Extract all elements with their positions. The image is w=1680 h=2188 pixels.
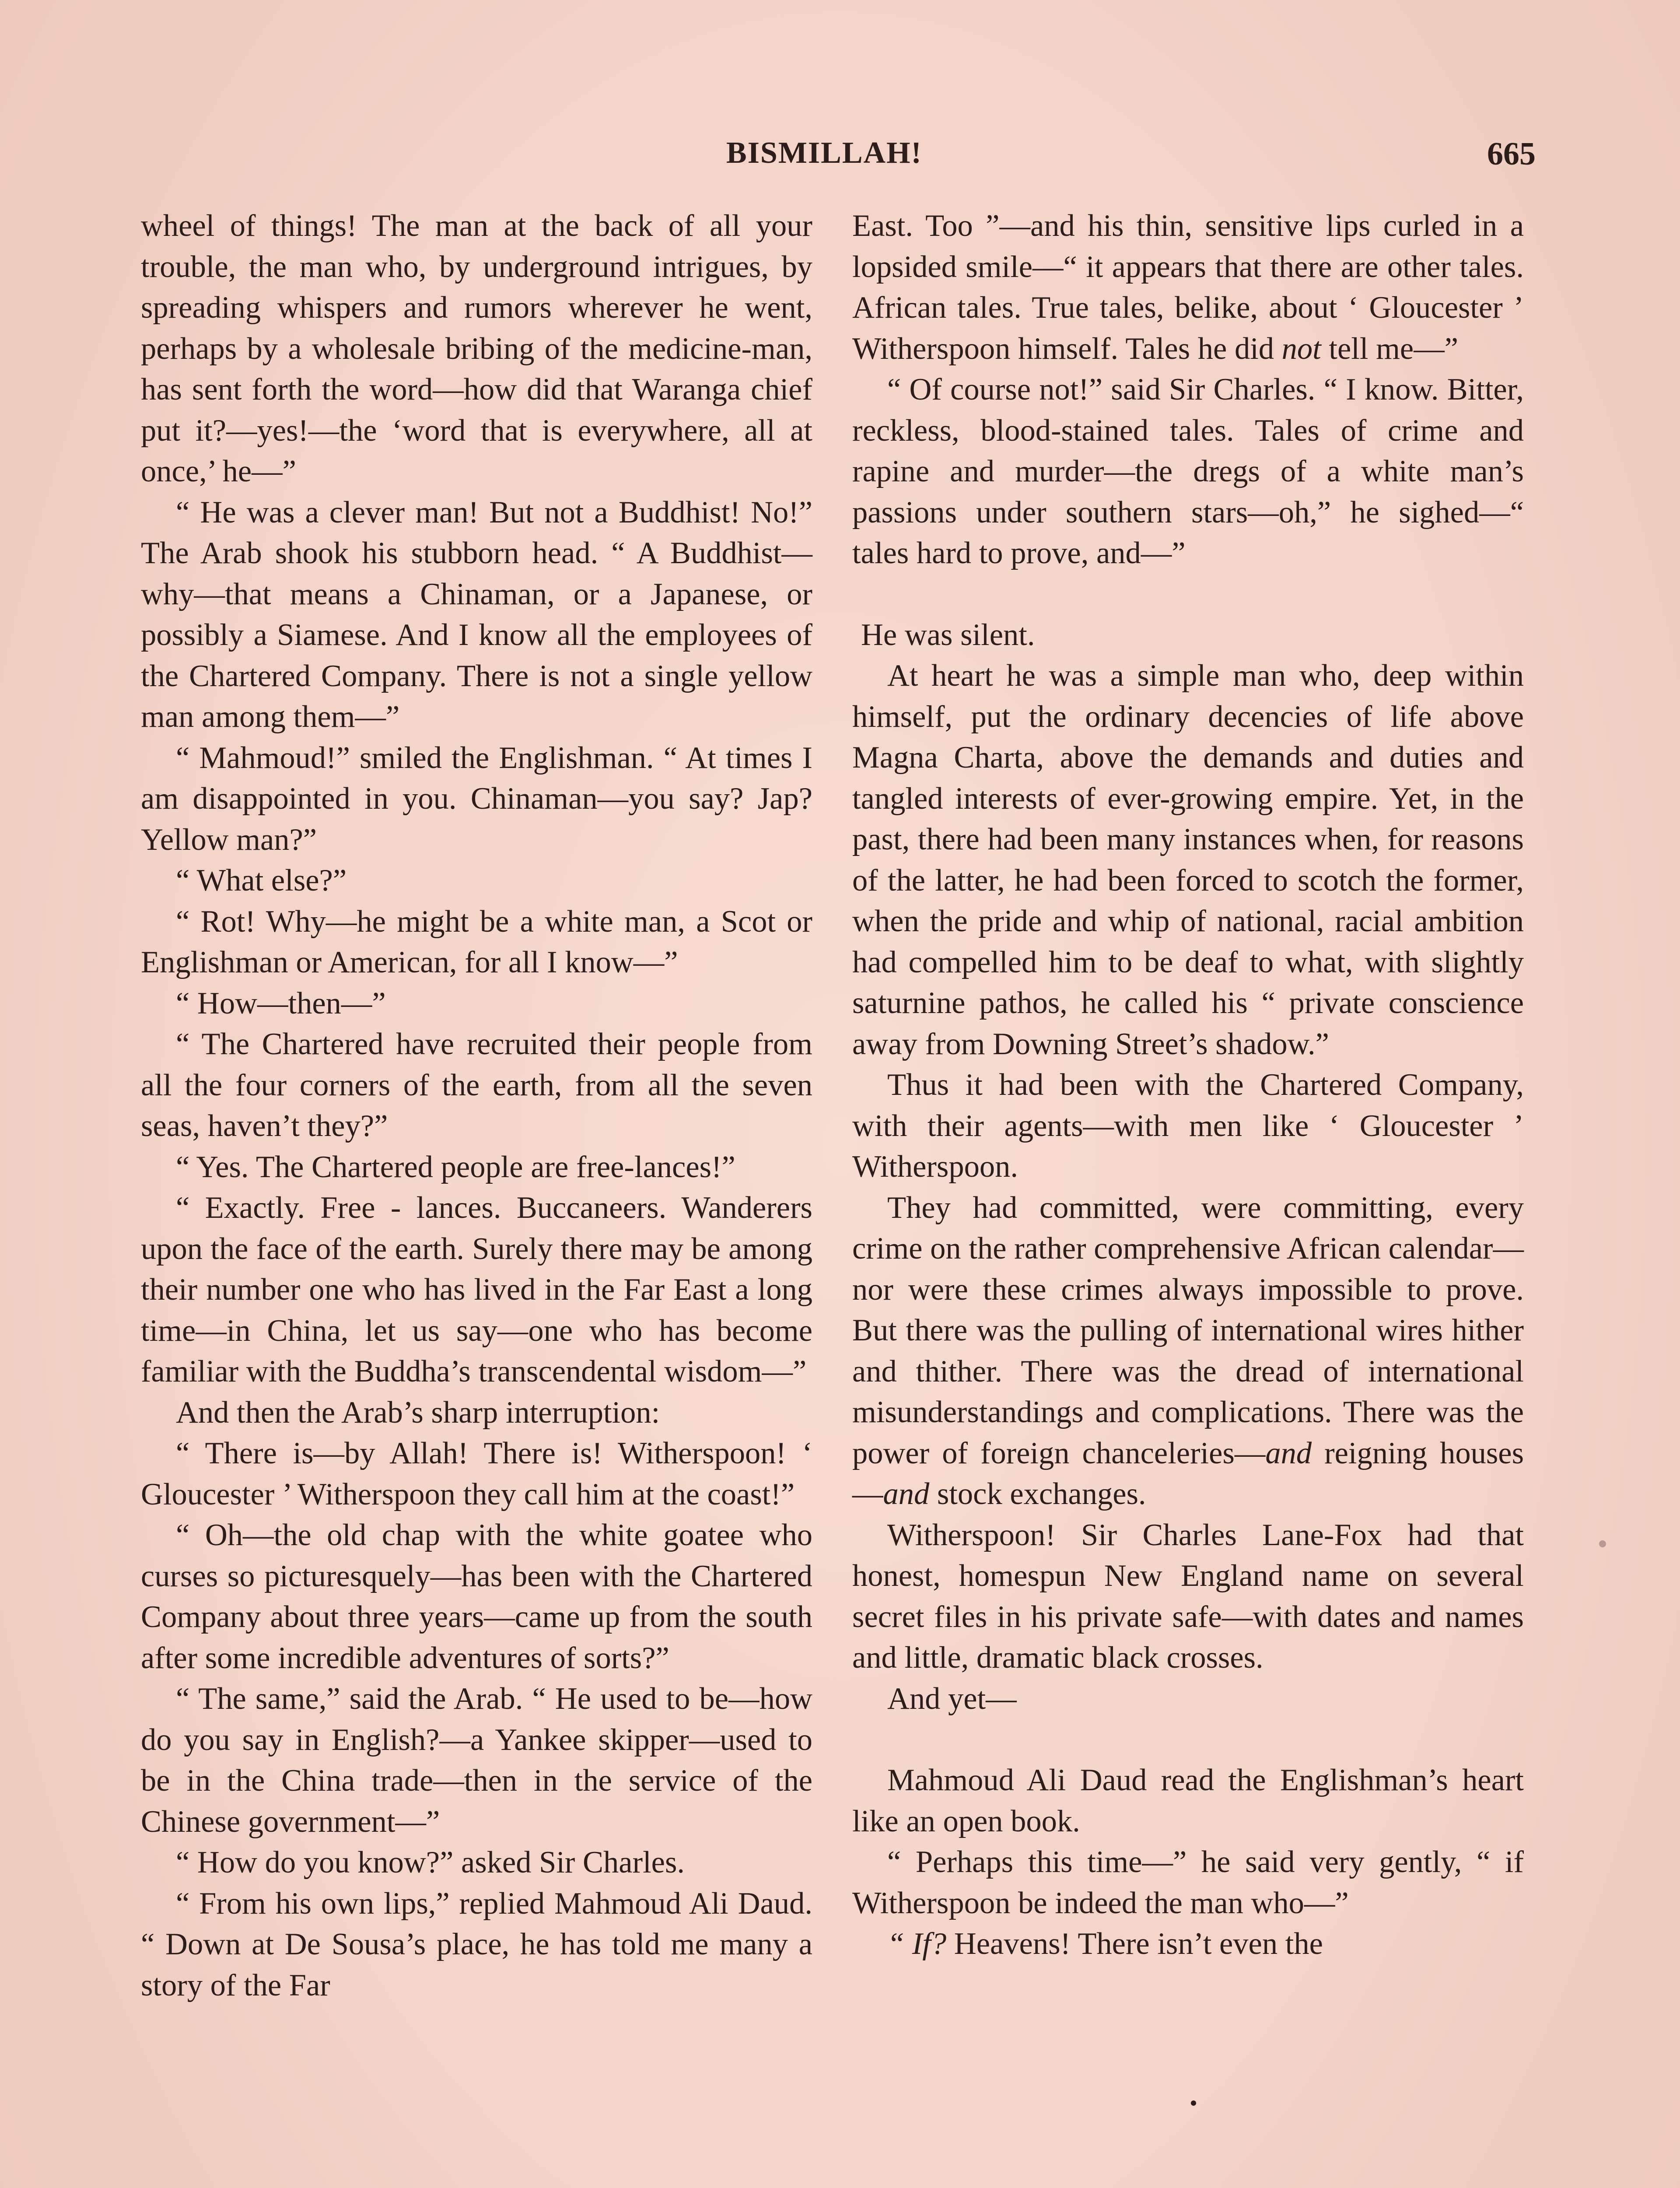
paragraph: “ How do you know?” asked Sir Charles. xyxy=(176,1845,685,1879)
text-run: They had committed, were committing, every crime on the rather comprehensive African calendar—nor were these crimes always impossible to prove. But there was the pulling of international wires hither and thither. There was the dread of international misunderstandings and complications. There was the power of foreign chanceleries— xyxy=(852,1190,1524,1470)
paragraph: “ There is—by Allah! There is! Witherspoon! ‘ Gloucester ’ Witherspoon they call him at the coast!” xyxy=(141,1436,812,1511)
paragraph: “ Perhaps this time—” he said very gently, “ if Witherspoon be indeed the man who—” xyxy=(852,1845,1524,1920)
paragraph: He was silent. xyxy=(861,617,1035,652)
paragraph: Mahmoud Ali Daud read the Englishman’s heart like an open book. xyxy=(852,1763,1524,1838)
emphasis: not xyxy=(1281,331,1321,366)
paragraph: And then the Arab’s sharp interruption: xyxy=(176,1395,660,1430)
paragraph: “ Oh—the old chap with the white goatee who curses so picturesquely—has been with the Chartered Company about three years—came up from the south after some incredible adventures of sorts?” xyxy=(141,1518,812,1675)
right-column xyxy=(852,206,1524,1965)
paragraph: “ From his own lips,” replied Mahmoud Ali Daud. “ Down at De Sousa’s place, he has told me many a story of the Far xyxy=(141,1886,812,2002)
print-speck xyxy=(1599,1540,1606,1547)
emphasis: “ If? xyxy=(887,1927,947,1961)
paragraph: “ Yes. The Chartered people are free-lances!” xyxy=(176,1150,735,1184)
paragraph: wheel of things! The man at the back of all your trouble, the man who, by underground intrigues, by spreading whispers and rumors wherever he went, perhaps by a wholesale bribing of the medicine-man, has sent forth the word—how did that Waranga chief put it?—yes!—the ‘word that is everywhere, all at once,’ he—” xyxy=(141,209,812,488)
text-run: Heavens! There isn’t even the xyxy=(946,1927,1323,1961)
paragraph: “ Of course not!” said Sir Charles. “ I know. Bitter, reckless, blood-stained tales. Tales of crime and rapine and murder—the dregs of a white man’s passions under southern stars—oh,” he sighed—“ tales hard to prove, and—” xyxy=(852,372,1524,570)
paragraph xyxy=(852,1924,1524,1965)
running-title: BISMILLAH! xyxy=(726,136,922,170)
text-run: reigning houses— xyxy=(852,1436,1524,1511)
emphasis: and xyxy=(883,1477,930,1511)
paragraph: Thus it had been with the Chartered Company, with their agents—with men like ‘ Gloucester ’ Witherspoon. xyxy=(852,1068,1524,1184)
section-break-dot xyxy=(1191,2100,1196,2106)
paragraph: “ Rot! Why—he might be a white man, a Scot or Englishman or American, for all I know—” xyxy=(141,904,812,979)
text-run: tell me—” xyxy=(1321,331,1458,366)
paragraph: Witherspoon! Sir Charles Lane-Fox had that honest, homespun New England name on several secret files in his private safe—with dates and names and little, dramatic black crosses. xyxy=(852,1518,1524,1675)
text-run: East. Too ”—and his thin, sensitive lips curled in a lopsided smile—“ it appears that there are other tales. African tales. True tales, belike, about ‘ Gloucester ’ Witherspoon himself. Tales he did xyxy=(852,209,1524,366)
paragraph: “ The same,” said the Arab. “ He used to be—how do you say in English?—a Yankee skipper—used to be in the China trade—then in the service of the Chinese government—” xyxy=(141,1682,812,1839)
paragraph: “ What else?” xyxy=(176,863,347,898)
page-number: 665 xyxy=(1487,136,1536,172)
paragraph: “ He was a clever man! But not a Buddhist! No!” The Arab shook his stubborn head. “ A Buddhist—why—that means a Chinaman, or a Japanese, or possibly a Siamese. And I know all the employees of the Chartered Company. There is not a single yellow man among them—” xyxy=(141,495,812,734)
paragraph xyxy=(852,1188,1524,1515)
paragraph: “ The Chartered have recruited their people from all the four corners of the earth, from all the seven seas, haven’t they?” xyxy=(141,1027,812,1143)
emphasis: and xyxy=(1265,1436,1312,1470)
paragraph: And yet— xyxy=(887,1681,1017,1716)
left-column xyxy=(141,206,812,2006)
paragraph: “ How—then—” xyxy=(176,986,386,1020)
text-run: stock exchanges. xyxy=(929,1477,1146,1511)
paragraph xyxy=(852,206,1524,369)
paragraph: “ Mahmoud!” smiled the Englishman. “ At times I am disappointed in you. Chinaman—you say? Jap? Yellow man?” xyxy=(141,740,812,857)
paragraph: At heart he was a simple man who, deep within himself, put the ordinary decencies of life above Magna Charta, above the demands and duties and tangled interests of ever-growing empire. Yet, in the past, there had been many instances when, for reasons of the latter, he had been forced to scotch the former, when the pride and whip of national, racial ambition had compelled him to be deaf to what, with slightly saturnine pathos, he called his “ private conscience away from Downing Street’s shadow.” xyxy=(852,659,1524,1061)
paragraph: “ Exactly. Free - lances. Buccaneers. Wanderers upon the face of the earth. Surely there may be among their number one who has lived in the Far East a long time—in China, let us say—one who has become familiar with the Buddha’s transcendental wisdom—” xyxy=(141,1191,812,1389)
